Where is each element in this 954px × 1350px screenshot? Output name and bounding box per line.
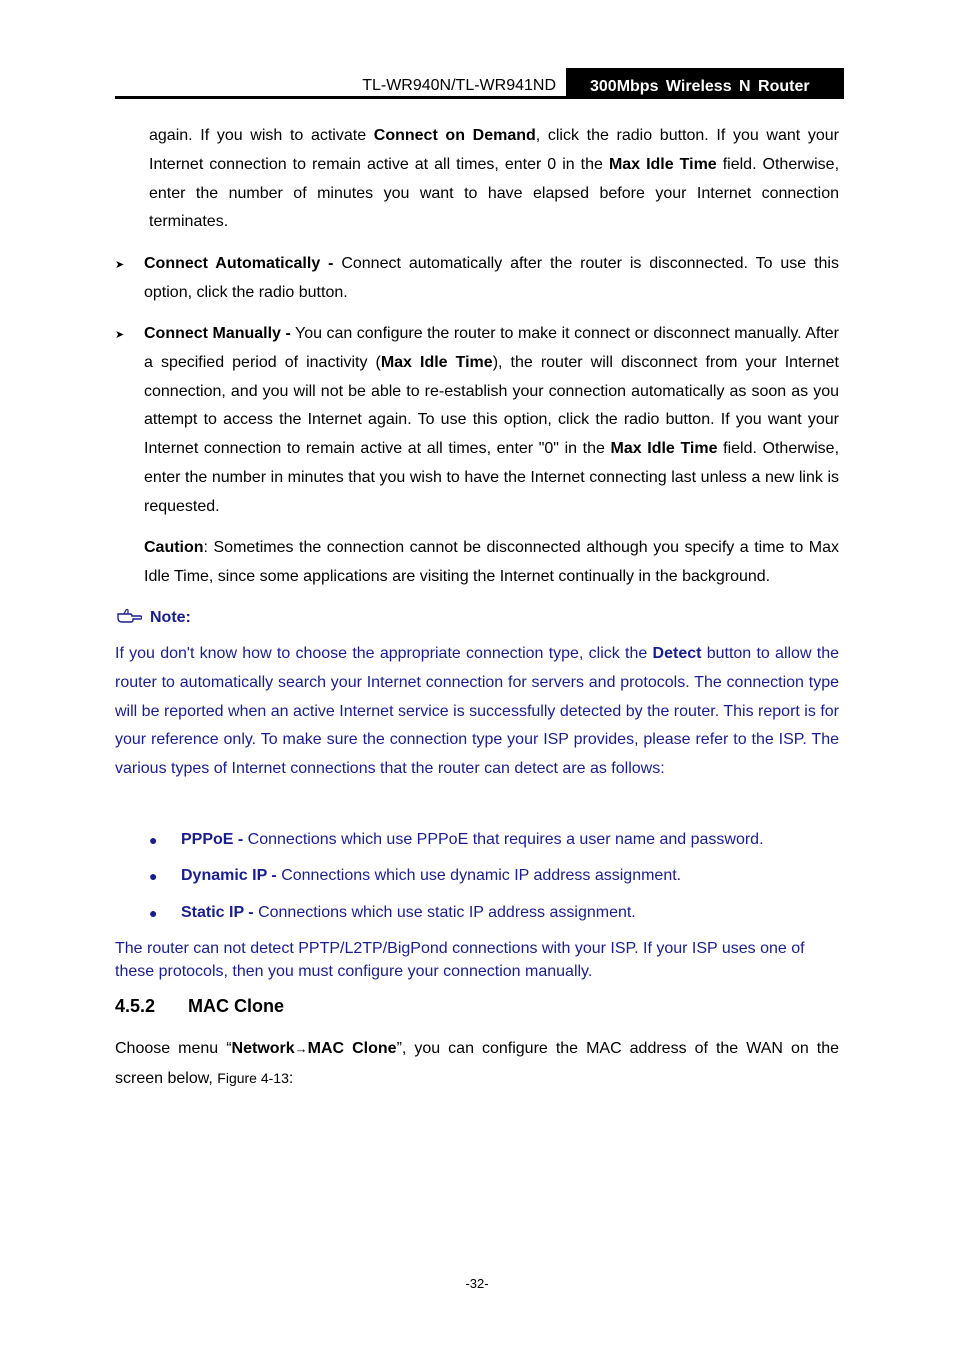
bold-term: Max Idle Time [380, 353, 493, 371]
text: Choose menu “ [115, 1040, 232, 1057]
text: Connect automatically after the router is disconnected. To use this option, click the radio button. [144, 255, 839, 301]
figure-reference-link[interactable]: Figure 4-13 [217, 1069, 289, 1086]
page-number: -32- [465, 1276, 489, 1291]
bullet-icon: ● [149, 905, 158, 921]
bold-term: Static IP - [181, 904, 254, 921]
bullet-icon: ● [149, 868, 158, 884]
caution-paragraph [144, 534, 839, 592]
connect-on-demand-paragraph [149, 122, 839, 237]
section-title: MAC Clone [188, 996, 284, 1016]
bold-term: Connect on Demand [373, 127, 536, 144]
text: : Sometimes the connection cannot be disconnected although you specify a time to Max Idle Time, since some applications are visiting the Internet continually in the background. [144, 539, 839, 585]
text: field. Otherwise, enter the number of minutes you want to have elapsed before your Internet connection terminates. [149, 155, 840, 231]
note-paragraph [115, 640, 839, 784]
header-product-badge: 300Mbps Wireless N Router [566, 68, 844, 99]
bullet-item-dynamic-ip [181, 862, 841, 891]
connect-manually-paragraph [144, 320, 839, 522]
text: , click the radio button. If you want your Internet connection to remain active at all times, enter 0 in the [149, 127, 839, 173]
text: Connections which use PPPoE that requires a user name and password. [243, 831, 764, 848]
text: You can configure the router to make it connect or disconnect manually. After a specified period of inactivity ( [144, 325, 839, 371]
text: Connections which use dynamic IP address assignment. [276, 867, 682, 884]
header-model: TL-WR940N/TL-WR941ND [362, 77, 556, 94]
note-footer-paragraph: The router can not detect PPTP/L2TP/BigPond connections with your ISP. If your ISP uses one of these protocols, then you must configure your connection manually. [115, 940, 805, 980]
bold-term: PPPoE - [181, 831, 244, 848]
bold-term: Max Idle Time [608, 155, 717, 173]
pointing-hand-icon [116, 608, 142, 624]
text: : [288, 1069, 294, 1087]
choose-menu-paragraph [115, 1035, 839, 1094]
connect-automatically-paragraph [144, 250, 839, 308]
arrow-bullet-icon: ➤ [115, 329, 125, 341]
bold-term: Connect Automatically - [144, 255, 334, 272]
text: field. Otherwise, enter the number in minutes that you wish to have the Internet connecting last unless a new link is requested. [144, 440, 840, 515]
bullet-icon: ● [149, 832, 158, 848]
section-heading [115, 996, 284, 1017]
menu-arrow: → [294, 1041, 308, 1056]
bold-term: Dynamic IP - [181, 867, 277, 884]
text: If you don't know how to choose the appropriate connection type, click the [115, 645, 653, 662]
bold-term: Max Idle Time [610, 440, 718, 458]
text: Connections which use static IP address assignment. [253, 904, 636, 921]
bold-term: Detect [652, 645, 702, 662]
bold-term: Connect Manually - [144, 325, 291, 342]
bold-term: Caution [144, 539, 204, 556]
text: button to allow the router to automatically search your Internet connection for servers and protocols. The connection type will be reported when an active Internet service is successfully detected by the router. This report is for your reference only. To make sure the connection type your ISP provides, please refer to the ISP. The various types of Internet connections that the router can detect are as follows: [115, 645, 840, 778]
bold-term: MAC Clone [307, 1040, 397, 1057]
text: ), the router will disconnect from your Internet connection, and you will not be able to re-establish your connection automatically as soon as you attempt to access the Internet again. To use this option, click the radio button. If you want your Internet connection to remain active at all times, enter "0" in the [144, 353, 839, 458]
note-label: Note: [150, 609, 191, 626]
text: ”, you can configure the MAC address of the WAN on the screen below, [115, 1040, 839, 1087]
bold-term: Network [231, 1040, 295, 1057]
bullet-item-static-ip [181, 899, 841, 928]
section-number: 4.5.2 [115, 996, 156, 1016]
text: again. If you wish to activate [149, 127, 374, 144]
header-rule [115, 96, 844, 99]
bullet-item-pppoe [181, 826, 841, 855]
arrow-bullet-icon: ➤ [115, 259, 125, 271]
